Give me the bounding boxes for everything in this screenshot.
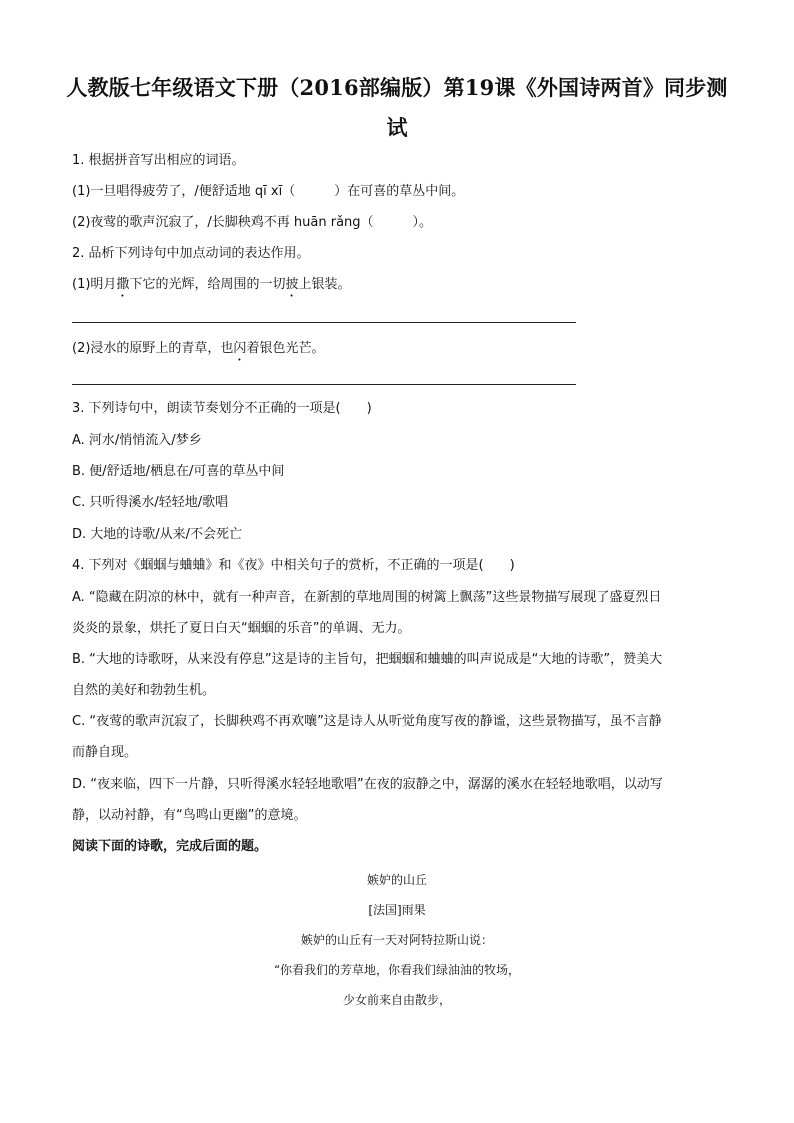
q4-option-d-line-1: D. “夜来临，四下一片静，只听得溪水轻轻地歌唱”在夜的寂静之中，潺潺的溪水在轻轻地歌唱，以动写: [72, 777, 663, 792]
poem-line-2: “你看我们的芳草地，你看我们绿油油的牧场，: [273, 963, 521, 977]
q1-item-2: (2)夜莺的歌声沉寂了，/长脚秧鸡不再 huān rǎng（ ）。: [72, 215, 433, 230]
answer-line-1[interactable]: [72, 322, 576, 323]
q4-option-c-line-2: 而静自现。: [72, 745, 138, 760]
poem-author: [法国]雨果: [368, 903, 426, 917]
q4-option-b-line-2: 自然的美好和勃勃生机。: [72, 683, 216, 698]
poem-line-1: 嫉妒的山丘有一天对阿特拉斯山说：: [300, 933, 493, 947]
q1-stem: 1. 根据拼音写出相应的词语。: [72, 153, 245, 168]
dotted-verb: 撒: [116, 277, 130, 292]
q1-item-1: (1)一旦唱得疲劳了，/便舒适地 qī xī（ ）在可喜的草丛中间。: [72, 184, 465, 199]
poem-title: 嫉妒的山丘: [366, 873, 427, 887]
q3-stem: 3. 下列诗句中，朗读节奏划分不正确的一项是( ): [72, 401, 372, 416]
q2-item-1-pre: (1)明月: [72, 277, 117, 292]
q4-option-b-line-1: B. “大地的诗歌呀，从来没有停息”这是诗的主旨句，把蝈蝈和蛐蛐的叫声说成是“大地的诗歌”，赞美大: [72, 652, 663, 667]
q3-option-d: D. 大地的诗歌/从来/不会死亡: [72, 527, 243, 542]
q4-option-c-line-1: C. “夜莺的歌声沉寂了，长脚秧鸡不再欢嚷”这是诗人从听觉角度写夜的静谧，这些景物描写，虽不言静: [72, 714, 662, 729]
page-title-line-1: 人教版七年级语文下册（2016部编版）第19课《外国诗两首》同步测: [66, 75, 728, 100]
q3-option-a: A. 河水/悄悄流入/梦乡: [72, 433, 202, 448]
q2-item-1: [72, 276, 350, 300]
q2-item-1-mid: 下它的光辉，给周围的一切: [129, 277, 286, 292]
poem-line-3: 少女前来自由散步，: [342, 993, 451, 1007]
q4-option-d-line-2: 静，以动衬静，有“鸟鸣山更幽”的意境。: [72, 808, 307, 823]
q2-item-2: [72, 340, 324, 364]
q3-option-c: C. 只听得溪水/轻轻地/歌唱: [72, 495, 229, 510]
page-title-line-2: 试: [386, 115, 408, 140]
q4-stem: 4. 下列对《蝈蝈与蛐蛐》和《夜》中相关句子的赏析，不正确的一项是( ): [72, 558, 515, 573]
q2-item-2-post: 着银色光芒。: [246, 341, 325, 356]
answer-line-2[interactable]: [72, 384, 576, 385]
q2-item-2-pre: (2)浸水的原野上的青草，也: [72, 341, 234, 356]
q4-option-a-line-1: A. “隐藏在阴凉的林中，就有一种声音，在新割的草地周围的树篱上飘荡”这些景物描写展现了盛夏烈日: [72, 590, 662, 605]
dotted-verb: 披: [285, 277, 299, 292]
reading-instruction: 阅读下面的诗歌，完成后面的题。: [72, 839, 268, 854]
q2-stem: 2. 品析下列诗句中加点动词的表达作用。: [72, 246, 310, 261]
dotted-verb: 闪: [233, 341, 247, 356]
q4-option-a-line-2: 炎炎的景象，烘托了夏日白天“蝈蝈的乐音”的单调、无力。: [72, 621, 411, 636]
q3-option-b: B. 便/舒适地/栖息在/可喜的草丛中间: [72, 464, 285, 479]
q2-item-1-post: 上银装。: [298, 277, 351, 292]
